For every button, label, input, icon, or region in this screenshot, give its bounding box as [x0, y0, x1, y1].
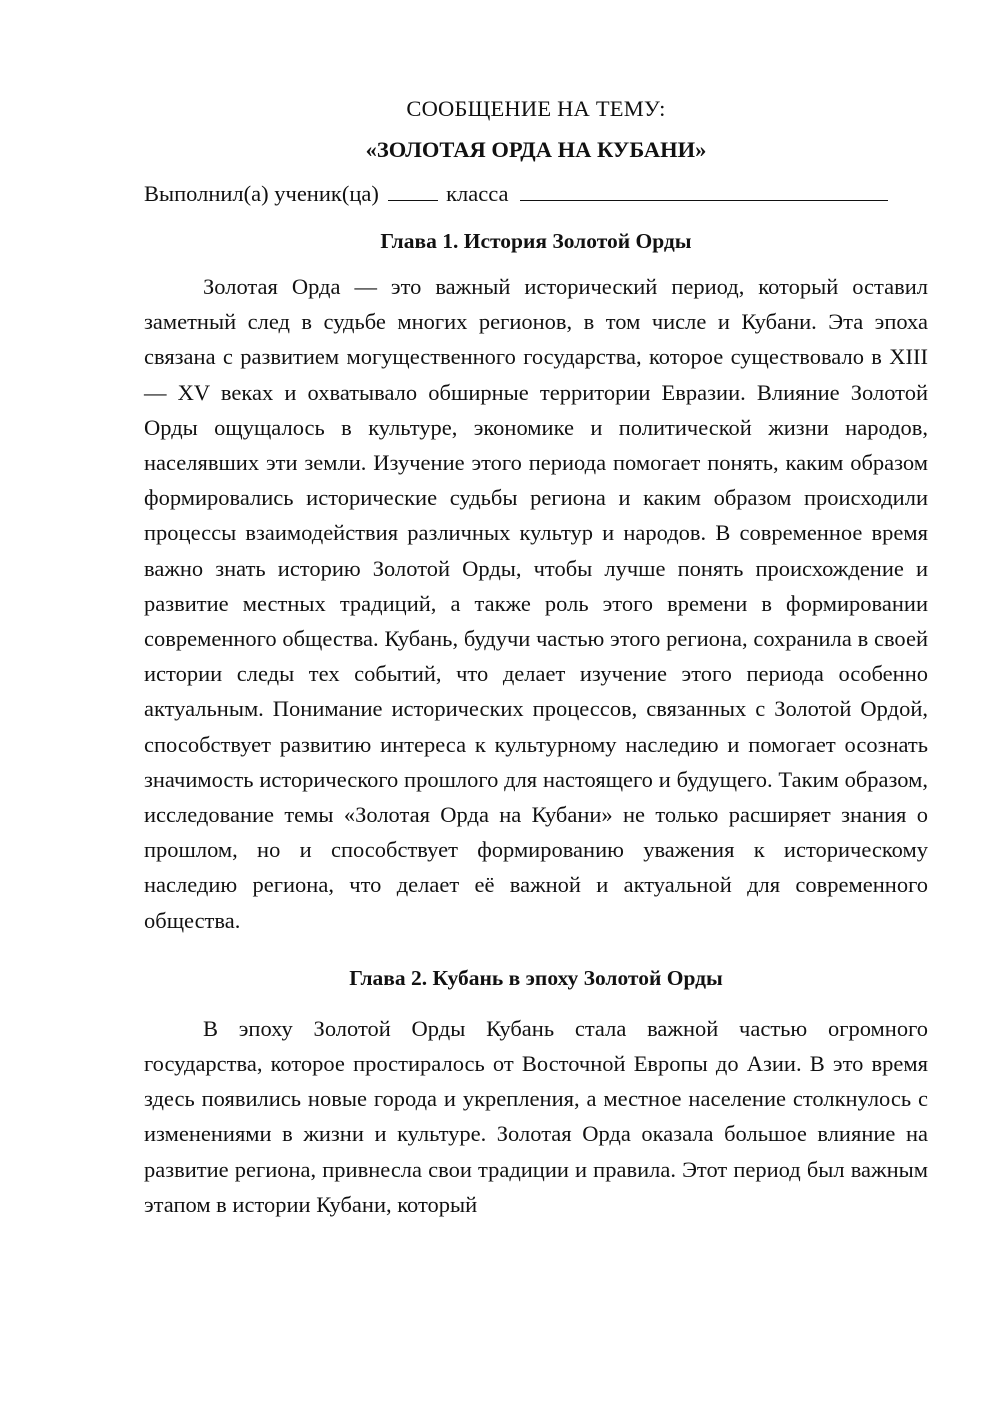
chapter-1-heading: Глава 1. История Золотой Орды	[380, 229, 692, 253]
chapter-2-heading: Глава 2. Кубань в эпоху Золотой Орды	[349, 965, 723, 990]
document-subtitle: «ЗОЛОТАЯ ОРДА НА КУБАНИ»	[365, 137, 707, 162]
author-line	[144, 177, 928, 211]
chapter-2-text: В эпоху Золотой Орды Кубань стала важной частью огромного государства, которое простиралось от Восточной Европы до Азии. В это время здесь появились новые города и укрепления, а местное население столкнулось с изменениями в жизни и культуре. Золотая Орда оказала большое влияние на развитие региона, привнесла свои традиции и правила. Этот период был важным этапом в истории Кубани, который	[144, 1015, 928, 1217]
document-title: СООБЩЕНИЕ НА ТЕМУ:	[406, 96, 666, 121]
name-blank-field	[520, 180, 888, 201]
document-page	[144, 92, 928, 1222]
performed-by-label: Выполнил(а) ученик(ца)	[144, 181, 379, 206]
class-blank-field	[388, 180, 438, 201]
class-label: класса	[446, 181, 509, 206]
chapter-1-text: Золотая Орда — это важный исторический период, который оставил заметный след в судьбе многих регионов, в том числе и Кубани. Эта эпоха связана с развитием могущественного государства, которое существовало в XIII — XV веках и охватывало обширные территории Евразии. Влияние Золотой Орды ощущалось в культуре, экономике и политической жизни народов, населявших эти земли. Изучение этого периода помогает понять, каким образом формировались исторические судьбы региона и каким образом происходили процессы взаимодействия различных культур и народов. В современное время важно знать историю Золотой Орды, чтобы лучше понять происхождение и развитие местных традиций, а также роль этого времени в формировании современного общества. Кубань, будучи частью этого региона, сохранила в своей истории следы тех событий, что делает изучение этого периода особенно актуальным. Понимание исторических процессов, связанных с Золотой Ордой, способствует развитию интереса к культурному наследию и помогает осознать значимость исторического прошлого для настоящего и будущего. Таким образом, исследование темы «Золотая Орда на Кубани» не только расширяет знания о прошлом, но и способствует формированию уважения к историческому наследию региона, что делает её важной и актуальной для современного общества.	[144, 274, 928, 933]
